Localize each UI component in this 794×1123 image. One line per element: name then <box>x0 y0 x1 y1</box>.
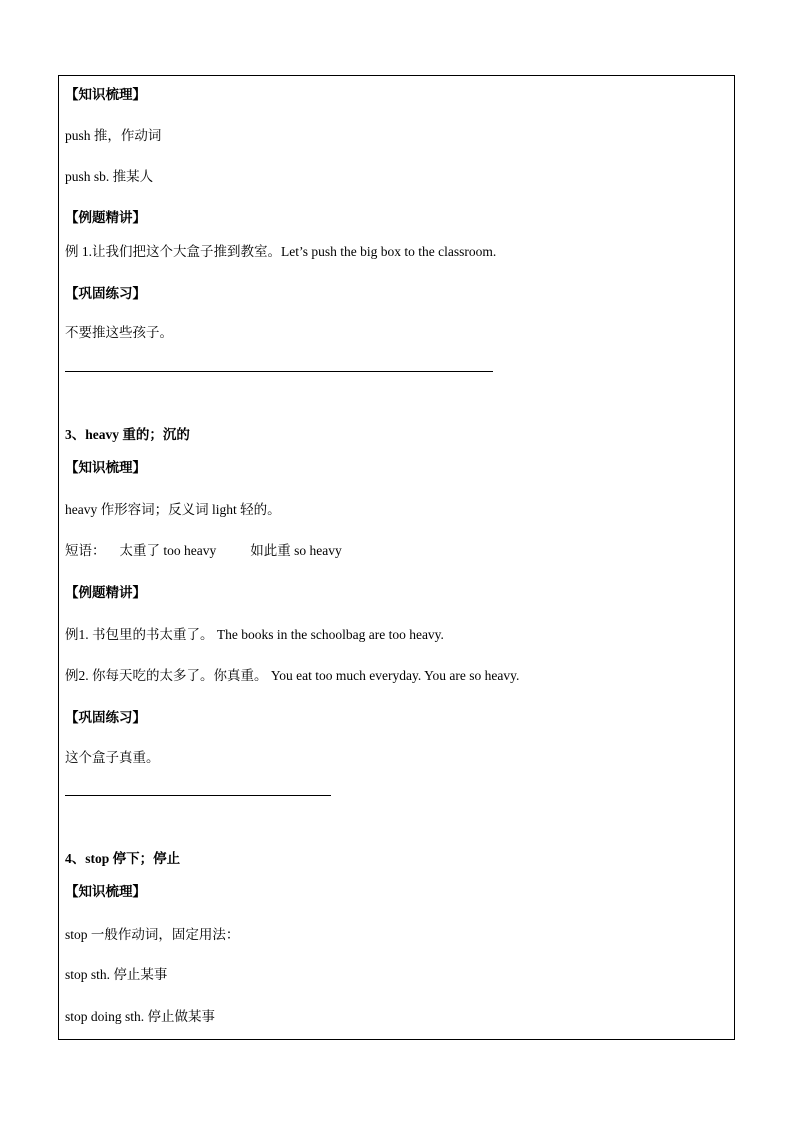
heavy-example-1: 例1. 书包里的书太重了。 The books in the schoolbag are too heavy. <box>65 627 444 642</box>
push-knowledge-line-1: push 推，作动词 <box>65 128 162 143</box>
heavy-phrase-2: 如此重 so heavy <box>250 543 342 558</box>
stop-knowledge-heading: 【知识梳理】 <box>65 884 146 899</box>
heavy-phrase-1: 太重了 too heavy <box>119 543 217 558</box>
heavy-practice-1: 这个盒子真重。 <box>65 750 160 765</box>
push-knowledge-heading: 【知识梳理】 <box>65 87 146 102</box>
stop-section-title: 4、stop 停下；停止 <box>65 851 181 866</box>
heavy-knowledge-line-1: heavy 作形容词；反义词 light 轻的。 <box>65 502 281 517</box>
heavy-practice-heading: 【巩固练习】 <box>65 710 146 725</box>
push-answer-blank[interactable] <box>65 371 493 372</box>
heavy-phrase-label: 短语： <box>65 543 106 558</box>
heavy-example-heading: 【例题精讲】 <box>65 585 146 600</box>
heavy-section-title: 3、heavy 重的；沉的 <box>65 427 190 442</box>
push-example-heading: 【例题精讲】 <box>65 210 146 225</box>
heavy-example-2: 例2. 你每天吃的太多了。你真重。 You eat too much everyday. You are so heavy. <box>65 668 520 683</box>
heavy-phrases-row <box>65 542 342 560</box>
push-practice-1: 不要推这些孩子。 <box>65 325 173 340</box>
stop-knowledge-line-1: stop 一般作动词，固定用法： <box>65 927 240 942</box>
heavy-answer-blank[interactable] <box>65 795 331 796</box>
push-example-1: 例 1.让我们把这个大盒子推到教室。Let’s push the big box to the classroom. <box>65 244 497 259</box>
heavy-knowledge-heading: 【知识梳理】 <box>65 460 146 475</box>
stop-knowledge-line-2: stop sth. 停止某事 <box>65 967 168 982</box>
push-practice-heading: 【巩固练习】 <box>65 286 146 301</box>
stop-knowledge-line-3: stop doing sth. 停止做某事 <box>65 1009 216 1024</box>
push-knowledge-line-2: push sb. 推某人 <box>65 169 154 184</box>
